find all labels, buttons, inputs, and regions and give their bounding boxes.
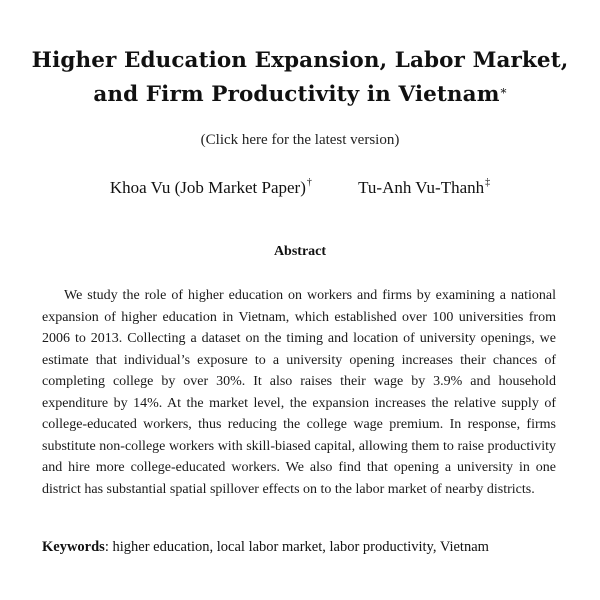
author-list: [0, 178, 600, 198]
author-1: [110, 178, 312, 198]
abstract-body: We study the role of higher education on workers and firms by examining a national expansion of higher education in Vietnam, which established over 100 universities from 2006 to 2013. Collecting a dataset on the timing and location of university openings, we estimate that individual’s exposure to a university opening increases their chances of completing college by over 30%. It also raises their wage by 3.9% and household expenditure by 14%. At the market level, the expansion increases the relative supply of college-educated workers, thus reducing the college wage premium. In response, firms substitute non-college workers with skill-biased capital, allowing them to raise productivity and hire more college-educated workers. We also find that opening a university in one district has substantial spatial spillover effects on to the labor market of nearby districts.: [42, 288, 556, 497]
author-1-footnote-marker[interactable]: †: [306, 177, 312, 188]
latest-version-link[interactable]: (Click here for the latest version): [200, 132, 400, 148]
author-1-name: Khoa Vu (Job Market Paper): [109, 178, 306, 197]
keywords-label: Keywords: [42, 539, 105, 555]
keywords-list: : higher education, local labor market, labor productivity, Vietnam: [104, 539, 489, 555]
title-line-2-text: and Firm Productivity in Vietnam: [93, 82, 500, 107]
keywords-line: [42, 539, 572, 556]
title-line-2: [10, 78, 590, 112]
abstract-heading: Abstract: [273, 244, 327, 259]
author-2-footnote-marker[interactable]: ‡: [485, 177, 491, 188]
title-footnote-marker[interactable]: *: [500, 86, 507, 100]
paper-title: [10, 44, 590, 112]
title-line-1: Higher Education Expansion, Labor Market,: [31, 48, 569, 73]
author-2: [358, 178, 490, 198]
author-2-name: Tu-Anh Vu-Thanh: [358, 178, 485, 197]
